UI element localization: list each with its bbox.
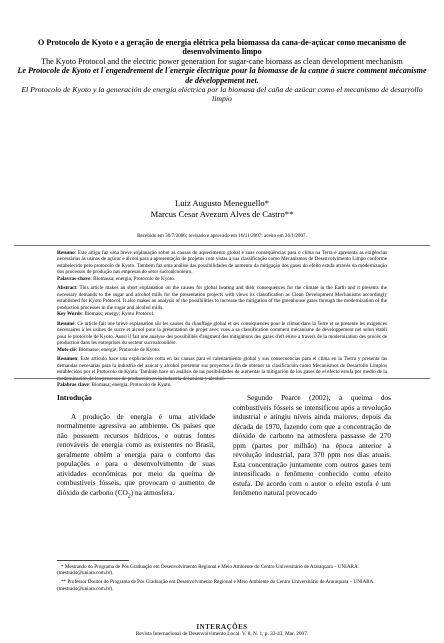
keywords-text: : Biomass; energy; Kyoto Protocol. xyxy=(81,311,155,318)
keywords-english xyxy=(57,311,387,317)
footnote: * Mestrando do Programa de Pós Graduação em Desenvolvimento Regional e Meio Ambiente do Centro Universitário de Araraquara – UNIARA. (mestrado@uniara.com.br). xyxy=(57,564,359,577)
title-french: Le Protocole de Kyoto et l´engendrement de l´energie électrique pour la biomasse de la canne à sucre comment mécanisme de développement net. xyxy=(17,66,427,85)
abstract-text: : Ce article fait une brève explanation sûr les causes du chauffage global et ses conséquences pour le climat dans la Terre et se presente les exigences nécessaires à les usines de sucre et alcool pour la présentation de projet avec vues a sa classification comment mécanisme de développement net selon établi pour le protocole de Kyoto. Aussi il fait une analyse des possibilités d'augment des mitigations des gazes d'eft étuve a travers de la modernisation des procès de production dans les entreprises du secteur sucroalcoolière. xyxy=(57,320,387,347)
keywords-text: : Biomasse; energie; Protocole de Kyoto. xyxy=(75,346,161,353)
title-block xyxy=(14,38,430,103)
abstract-french xyxy=(57,321,387,347)
abstract-portuguese xyxy=(57,250,387,276)
section-heading: Introdução xyxy=(57,393,92,402)
keywords-text: : Biomasa; energía; Protocolo de Kyoto. xyxy=(88,382,172,389)
body-column-left xyxy=(57,393,215,502)
keywords-label: Palabras clave xyxy=(57,382,89,389)
abstract-text: : This article makes an short explanation on the causes for global heating and their consequences for the climate in the Earth and it presents the necessary demands to the sugar and alcohol mills for the presentation projects with views its classification as Clean Development Mechanisms accordingly established for Kyoto Protocol. It also makes an analysis of the possibilities to increase the mitigation of the greenhouse gases through the modernization of the production processes in the sugar and alcohol mills. xyxy=(57,285,387,311)
received-dates: Recebido em 30/7/2006; revisado e aprovado em 16/11/2007; aceito em 26/1/2007. xyxy=(137,233,307,239)
title-portuguese: O Protocolo de Kyoto e a geração de energia elétrica pela biomassa da cana-de-açúcar como mecanismo de desenvolvimento limpo xyxy=(38,38,406,57)
paragraph-text: ) na atmosfera. xyxy=(130,487,175,497)
keywords-label: Key Words xyxy=(57,311,82,318)
title-english: The Kyoto Protocol and the electric power generation for sugar-cane biomass as clean development mechanism xyxy=(41,56,403,66)
keywords-french xyxy=(57,347,387,353)
body-column-right xyxy=(233,393,391,498)
page-footer xyxy=(0,624,444,638)
abstract-text: : Este artículo hace una explicación corta en las causas para el calentamiento global y sus consecuencias para el clima en la Tierra y presenta las demandas necesarias para la industria del azúcar y alcohol presentar sus proyectos a fin de obtener su clasificación como Mecanismos de Desarrollo Limpios establecidos por el Protocolo de Kyoto. También hace un análisis de las posibilidades de aumentar la mitigación de los gases de el efecto estufa por medio de la modernización de los procesos de producción en la industria del azúcar y alcohol. xyxy=(57,356,387,382)
journal-name: INTERAÇÕES xyxy=(196,623,248,631)
keywords-text: : Biomassa; energia; Protocolo de Kyoto. xyxy=(90,275,176,282)
abstract-label: Resumen xyxy=(57,356,78,363)
keywords-label: Palavras-chave xyxy=(57,275,91,282)
paragraph-text: A produção de energia é uma atividade normalmente agressiva ao ambiente. Os países que não possuem recursos hídricos, e outras fontes renováveis de energia como as existentes no Brasil, geralmente obtêm a energia para o conforto das populações e para o desenvolvimento de suas atividades econômicas por meio da queima de combustíveis fósseis, que provocam o aumento de dióxido de carbono (CO xyxy=(57,411,215,497)
abstract-text: : Este artigo faz uma breve explanação sobre as causas do aquecimento global e suas conseqüências para o clima na Terra e apresenta as exigências necessárias às usinas de açúcar e álcool para a apresentação de projetos com vistas a sua classificação como Mecanismos de Desenvolvimento Limpo conforme estabelecido pelo protocolo de Kyoto. Também faz uma análise das possibilidades de aumento da mitigação dos gases do efeito estufa através da modernização dos processos de produção nas empresas do setor sucroalcooleiro. xyxy=(57,250,387,276)
abstract-label: Resumo xyxy=(57,250,75,256)
abstract-label: Abstract xyxy=(57,285,77,292)
divider xyxy=(14,378,430,379)
keywords-label: Mots-clé xyxy=(57,346,76,353)
body-paragraph: Segundo Pearce (2002), a queima dos combustíveis fósseis se intensificou após a revolução industrial e atingiu níveis ainda maiores, depois da década de 1970, fazendo com que a concentração de dióxido de carbono na atmosfera passasse de 270 ppm (partes por milhão) na época anterior à revolução industrial, para 370 ppm nos dias atuais. Esta concentração juntamente com outros gases tem intensificado o fenômeno conhecido como efeito estufa. De acordo com o autor o efeito estufa é um fenômeno natural provocado xyxy=(233,393,391,498)
footnotes-block xyxy=(57,564,392,595)
journal-citation: Revista Internacional de Desenvolvimento Local. V. 8, N. 1, p. 33-43, Mar. 2007. xyxy=(135,631,309,637)
footnote-divider xyxy=(57,560,129,561)
author-name: Marcus Cesar Avezum Alves de Castro** xyxy=(150,208,294,219)
keywords-spanish xyxy=(57,382,387,388)
keywords-portuguese xyxy=(57,276,387,282)
footnote: ** Professor Doutor do Programa de Pós Graduação em Desenvolvimento Regional e Meio Ambiente do Centro Universitário de Araraquara – UNIARA. (mestrado@uniara.com.br). xyxy=(57,579,375,592)
abstract-english xyxy=(57,285,387,311)
author-name: Luiz Augusto Meneguello* xyxy=(174,198,270,208)
subscript-text: 2 xyxy=(127,493,131,500)
body-paragraph xyxy=(57,412,215,502)
title-spanish: El Protocolo de Kyoto y la generación de energía eléctrica por la biomasa del caña de azúcar como el mecanismo de desarrollo limpio xyxy=(21,85,423,104)
author-list xyxy=(0,198,444,219)
abstract-label: Résumé xyxy=(57,320,75,327)
abstracts-block xyxy=(57,250,387,389)
divider xyxy=(14,245,430,246)
